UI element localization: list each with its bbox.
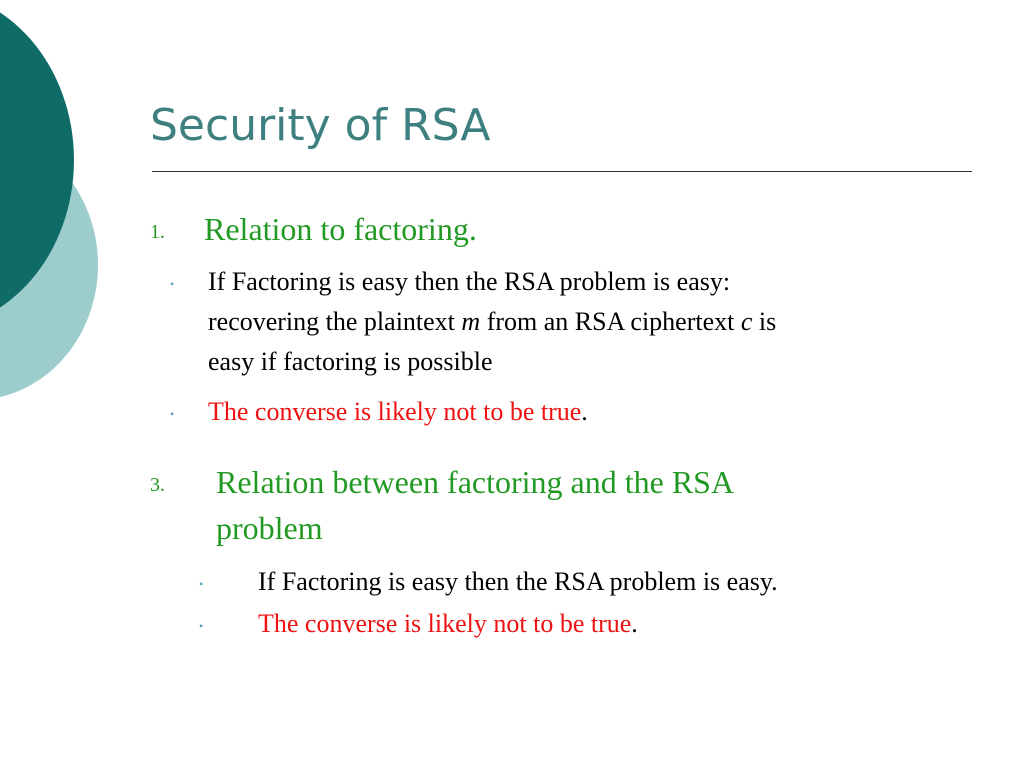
section-1-bullet-1-line-2 (208, 302, 776, 342)
text-segment: . (581, 397, 588, 426)
section-3-heading-line-1: Relation between factoring and the RSA (216, 464, 735, 500)
emphasis-text: The converse is likely not to be true (258, 609, 632, 638)
section-1-bullet-1-line-1: If Factoring is easy then the RSA problem is easy: (208, 267, 731, 296)
variable-m: m (461, 307, 481, 336)
bullet-icon: • (199, 577, 204, 591)
slide-title: Security of RSA (150, 100, 491, 151)
section-1-bullet-1-line-3: easy if factoring is possible (208, 347, 493, 376)
emphasis-text: The converse is likely not to be true (208, 397, 582, 426)
section-3-heading-line-2: problem (216, 510, 323, 546)
section-3-bullet-1: If Factoring is easy then the RSA problem is easy. (258, 567, 778, 596)
section-1-bullet-2 (208, 392, 588, 432)
section-3-bullet-2 (258, 604, 638, 644)
bullet-icon: • (199, 619, 204, 633)
variable-c: c (740, 307, 753, 336)
text-segment: recovering the plaintext (208, 307, 462, 336)
section-1-number: 1. (150, 221, 165, 243)
text-segment: from an RSA ciphertext (480, 307, 741, 336)
text-segment: is (752, 307, 777, 336)
bullet-icon: • (170, 277, 175, 291)
section-1-heading: Relation to factoring. (204, 211, 477, 247)
bullet-icon: • (170, 407, 175, 421)
section-3-number: 3. (150, 474, 165, 496)
title-divider (152, 171, 972, 172)
text-segment: . (631, 609, 638, 638)
